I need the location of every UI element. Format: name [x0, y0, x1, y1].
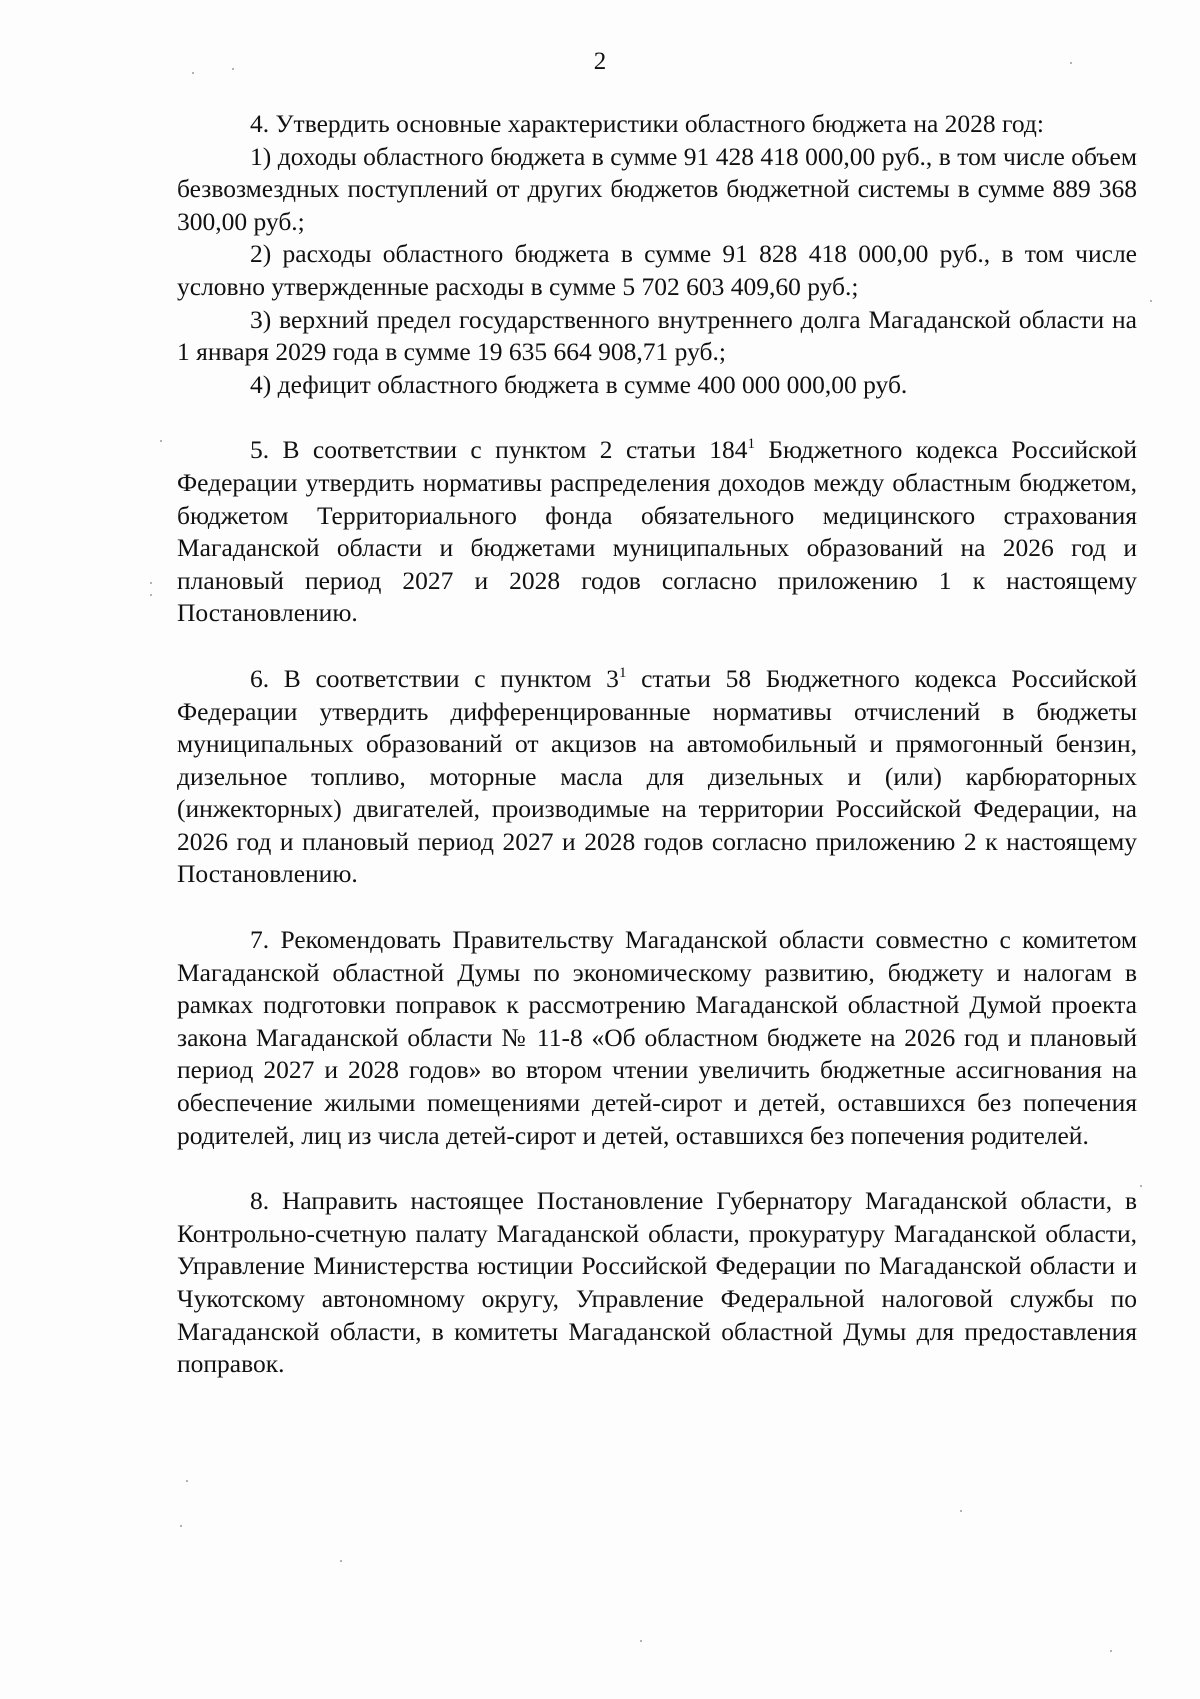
page-number: 2 [593, 48, 607, 75]
scan-speck [150, 582, 152, 584]
paragraph-5 [177, 434, 1137, 630]
scan-speck [232, 68, 234, 70]
paragraph-5-superscript: 1 [747, 436, 755, 453]
paragraph-4-2-expenses: 2) расходы областного бюджета в сумме 91 828 418 000,00 руб., в том числе условно утвержденные расходы в сумме 5 702 603 409,60 руб.; [177, 239, 1137, 301]
scan-speck [960, 1510, 962, 1512]
scan-speck [1140, 1185, 1142, 1187]
paragraph-6 [177, 663, 1137, 891]
paragraph-6-text-before: 6. В соответствии с пунктом 3 [250, 663, 619, 693]
scan-speck [340, 1560, 342, 1562]
scan-speck [1150, 300, 1152, 302]
scan-speck [180, 1525, 182, 1527]
scan-speck [160, 440, 162, 442]
scan-speck [186, 1480, 188, 1482]
paragraph-8: 8. Направить настоящее Постановление Губернатору Магаданской области, в Контрольно-счетную палату Магаданской области, прокуратуру Магаданской области, Управление Министерства юстиции Российской Федерации по Магаданской области и Чукотскому автономному округу, Управление Федеральной налоговой службы по Магаданской области, в комитеты Магаданской областной Думы для предоставления поправок. [177, 1186, 1137, 1379]
paragraph-6-text-after: статьи 58 Бюджетного кодекса Российской Федерации утвердить дифференцированные нормативы отчислений в бюджеты муниципальных образований от акцизов на автомобильный и прямогонный бензин, дизельное топливо, моторные масла для дизельных и (или) карбюраторных (инжекторных) двигателей, производимые на территории Российской Федерации, на 2026 год и плановый период 2027 и 2028 годов согласно приложению 2 к настоящему Постановлению. [177, 663, 1137, 889]
document-body [177, 108, 1137, 1381]
scan-speck [1070, 62, 1072, 64]
paragraph-4-4-deficit: 4) дефицит областного бюджета в сумме 400 000 000,00 руб. [250, 369, 908, 399]
paragraph-6-superscript: 1 [618, 664, 627, 681]
paragraph-5-text-after: Бюджетного кодекса Российской Федерации утвердить нормативы распределения доходов между областным бюджетом, бюджетом Территориального фонда обязательного медицинского страхования Магаданской области и бюджетами муниципальных образований на 2026 год и плановый период 2027 и 2028 годов согласно приложению 1 к настоящему Постановлению. [177, 435, 1137, 628]
scan-speck [192, 72, 194, 74]
paragraph-4-3-debt-limit: 3) верхний предел государственного внутреннего долга Магаданской области на 1 января 2029 года в сумме 19 635 664 908,71 руб.; [177, 304, 1137, 367]
paragraph-4-intro: 4. Утвердить основные характеристики областного бюджета на 2028 год: [250, 109, 1044, 138]
scan-speck [150, 594, 152, 596]
scan-speck [1110, 1650, 1112, 1652]
scan-speck [640, 1640, 642, 1642]
paragraph-5-text-before: 5. В соответствии с пунктом 2 статьи 184 [250, 435, 748, 465]
paragraph-4-1-revenues: 1) доходы областного бюджета в сумме 91 428 418 000,00 руб., в том числе объем безвозмездных поступлений от других бюджетов бюджетной системы в сумме 889 368 300,00 руб.; [177, 141, 1137, 236]
paragraph-7: 7. Рекомендовать Правительству Магаданской области совместно с комитетом Магаданской областной Думы по экономическому развитию, бюджету и налогам в рамках подготовки поправок к рассмотрению Магаданской областной Думой проекта закона Магаданской области № 11-8 «Об областном бюджете на 2026 год и плановый период 2027 и 2028 годов» во втором чтении увеличить бюджетные ассигнования на обеспечение жилыми помещениями детей-сирот и детей, оставшихся без попечения родителей, лиц из числа детей-сирот и детей, оставшихся без попечения родителей. [177, 925, 1137, 1150]
